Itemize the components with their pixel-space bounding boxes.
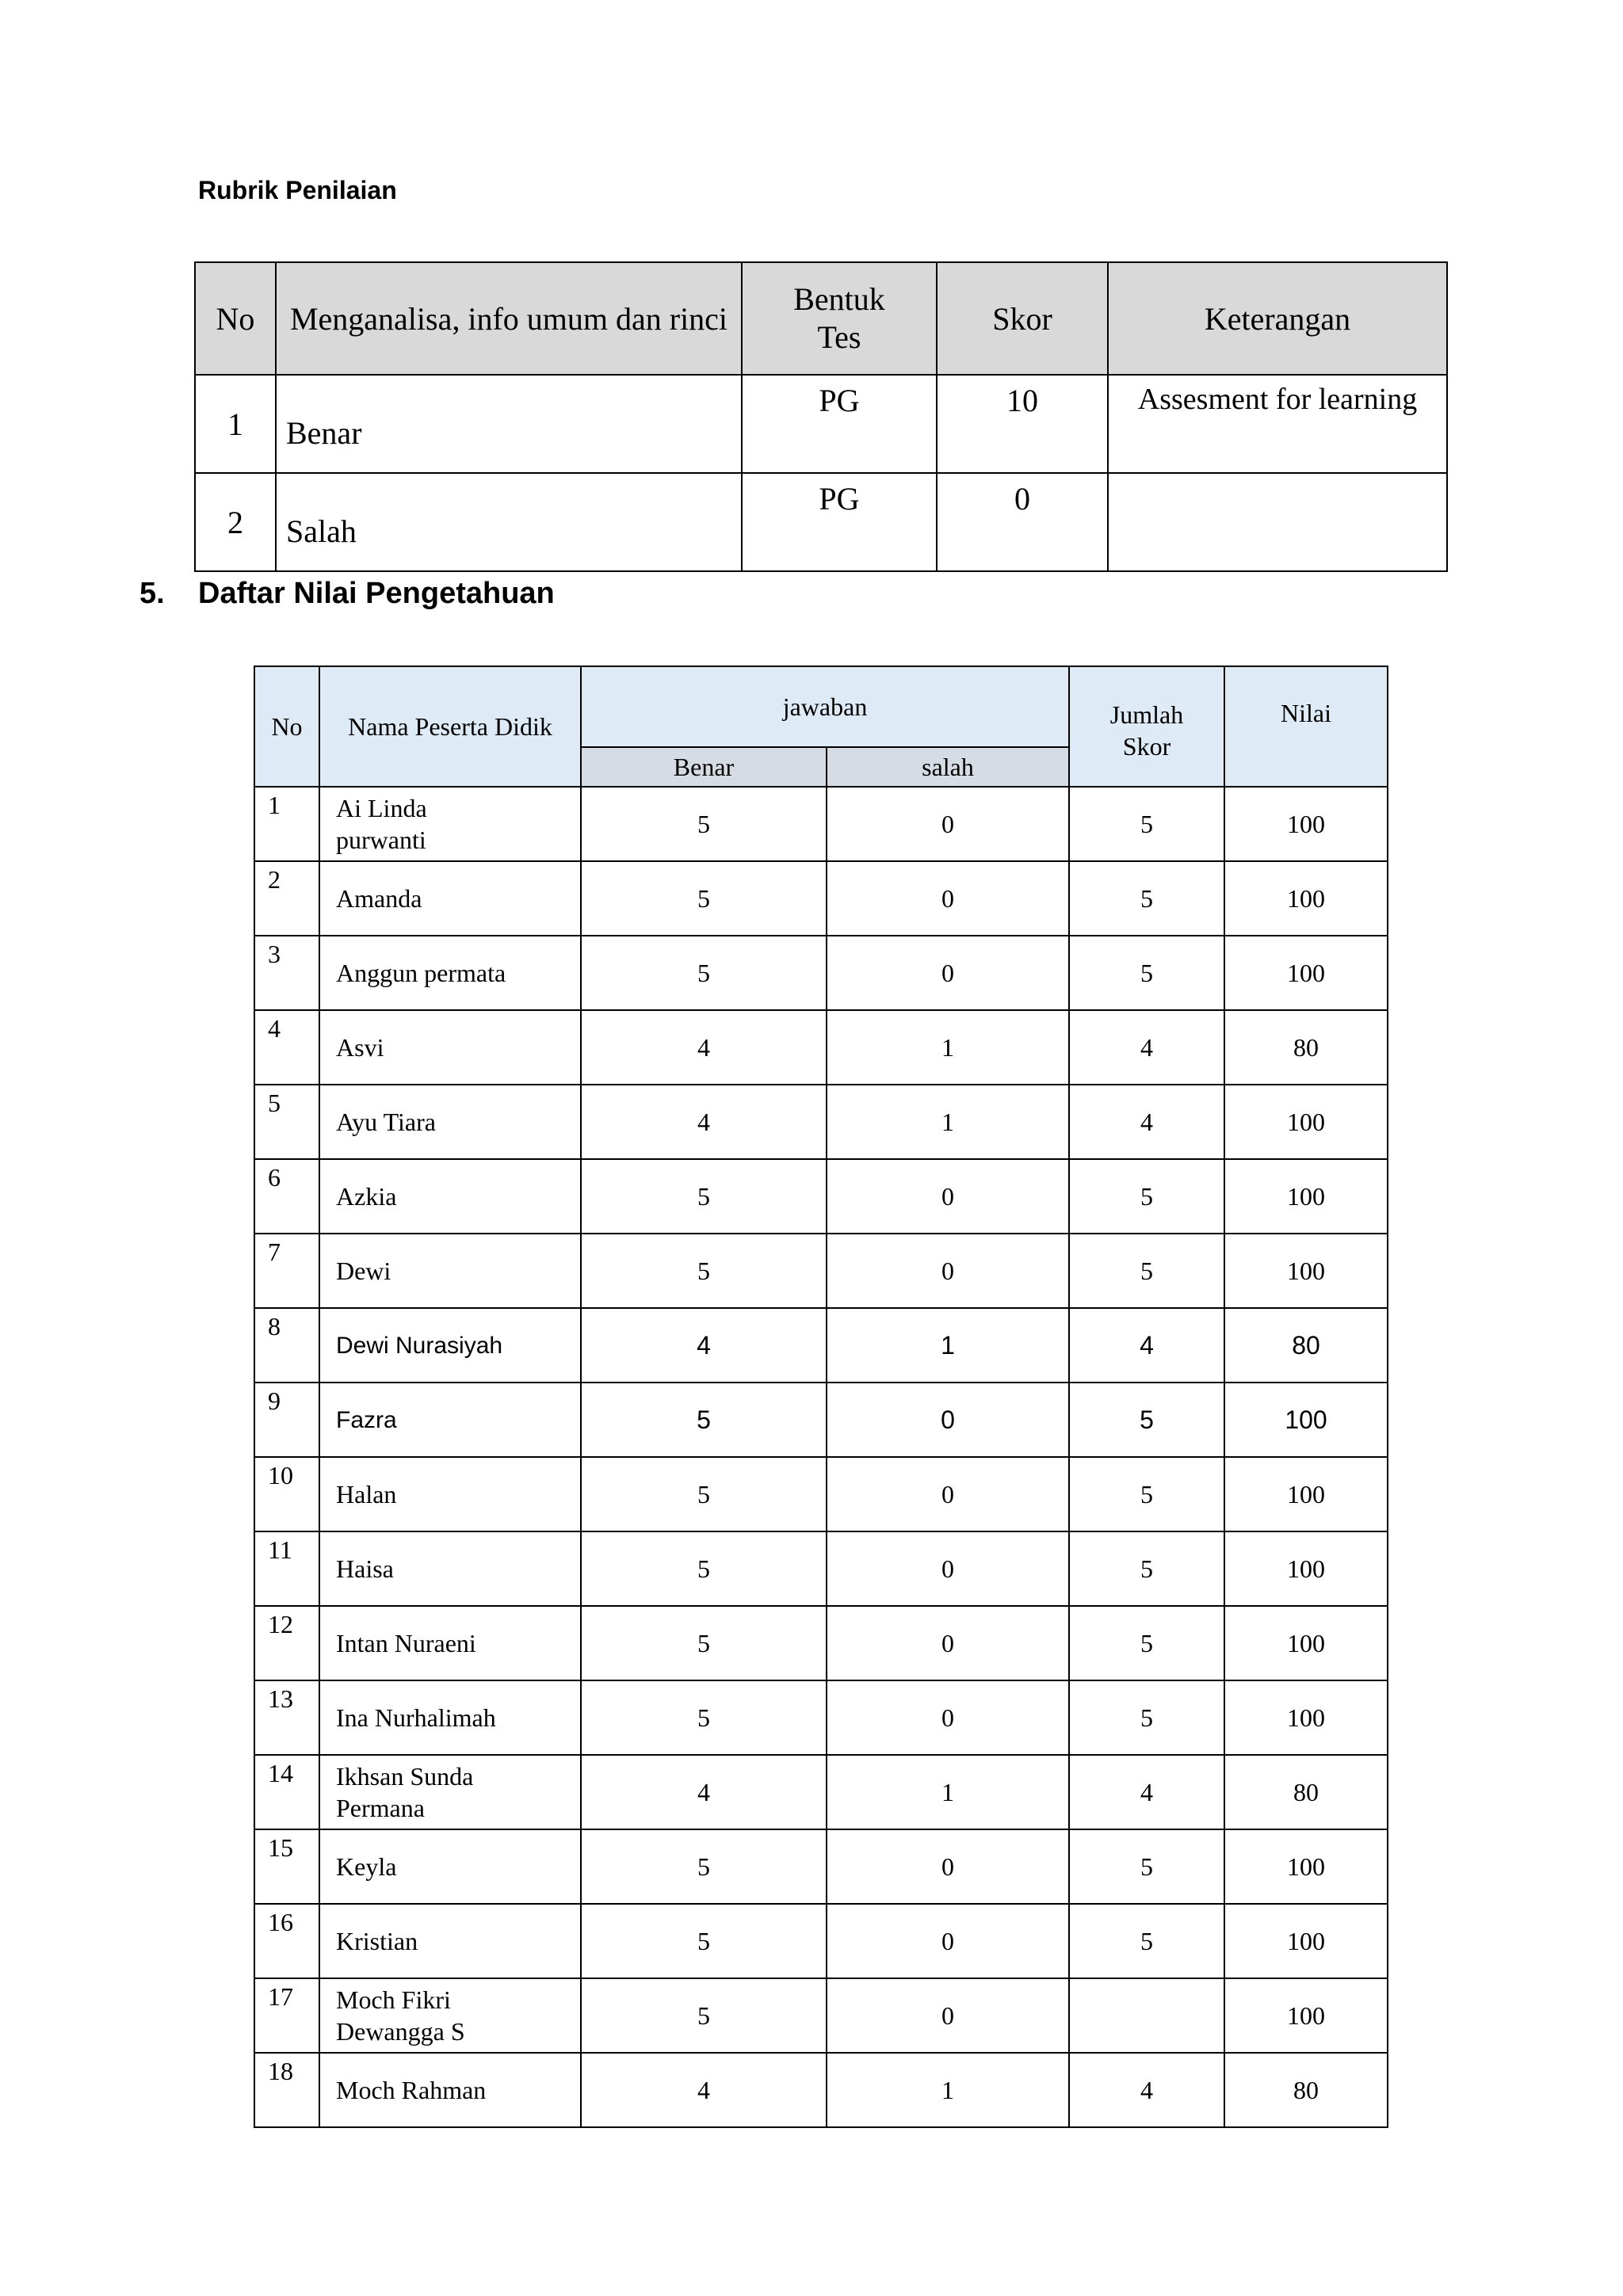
cell-nama bbox=[319, 1755, 581, 1829]
rubrik-heading: Rubrik Penilaian bbox=[198, 176, 397, 204]
cell-nama-text: Amanda bbox=[336, 884, 422, 913]
cell-no: 16 bbox=[254, 1904, 319, 1978]
nilai-header-salah: salah bbox=[827, 747, 1069, 787]
cell-nilai: 80 bbox=[1224, 1308, 1388, 1383]
cell-salah: 1 bbox=[827, 1085, 1069, 1159]
cell-nama bbox=[319, 1978, 581, 2053]
cell-benar: 5 bbox=[581, 861, 827, 936]
cell-salah: 0 bbox=[827, 1829, 1069, 1904]
cell-nama bbox=[319, 1680, 581, 1755]
cell-benar: 5 bbox=[581, 1606, 827, 1680]
cell-salah: 1 bbox=[827, 2053, 1069, 2127]
cell-benar: 5 bbox=[581, 1383, 827, 1457]
cell-jumlah-skor: 5 bbox=[1069, 1606, 1224, 1680]
cell-nilai: 100 bbox=[1224, 1234, 1388, 1308]
cell-nama bbox=[319, 1234, 581, 1308]
rubrik-row bbox=[195, 473, 1447, 571]
cell-no: 3 bbox=[254, 936, 319, 1010]
table-row bbox=[254, 1085, 1388, 1159]
rubrik-row bbox=[195, 375, 1447, 473]
table-row bbox=[254, 1978, 1388, 2053]
cell-benar: 5 bbox=[581, 936, 827, 1010]
cell-benar: 4 bbox=[581, 2053, 827, 2127]
cell-nilai: 100 bbox=[1224, 1978, 1388, 2053]
cell-nilai: 100 bbox=[1224, 1606, 1388, 1680]
cell-jumlah-skor: 5 bbox=[1069, 1680, 1224, 1755]
cell-nama-text: Haisa bbox=[336, 1554, 394, 1583]
cell-nama-text: Dewi Nurasiyah bbox=[336, 1333, 503, 1359]
rubrik-header-row bbox=[195, 262, 1447, 375]
cell-no: 14 bbox=[254, 1755, 319, 1829]
rubrik-header-skor: Skor bbox=[937, 262, 1108, 375]
nilai-header-row bbox=[254, 666, 1388, 747]
cell-nilai: 100 bbox=[1224, 861, 1388, 936]
cell-salah: 0 bbox=[827, 1159, 1069, 1234]
nilai-body bbox=[254, 787, 1388, 2127]
nilai-header-nilai: Nilai bbox=[1224, 666, 1388, 787]
cell-no: 12 bbox=[254, 1606, 319, 1680]
cell-salah: 0 bbox=[827, 1234, 1069, 1308]
cell-no: 13 bbox=[254, 1680, 319, 1755]
cell-jumlah-skor: 5 bbox=[1069, 1829, 1224, 1904]
table-row bbox=[254, 1829, 1388, 1904]
rubrik-cell-no: 2 bbox=[195, 473, 276, 571]
table-row bbox=[254, 1531, 1388, 1606]
cell-nilai: 100 bbox=[1224, 1383, 1388, 1457]
cell-nilai: 100 bbox=[1224, 1680, 1388, 1755]
cell-jumlah-skor: 4 bbox=[1069, 2053, 1224, 2127]
table-row bbox=[254, 936, 1388, 1010]
cell-nama-text: Asvi bbox=[336, 1033, 384, 1062]
cell-nama-text: Ayu Tiara bbox=[336, 1108, 436, 1136]
rubrik-cell-name: Salah bbox=[276, 473, 742, 571]
cell-nama bbox=[319, 1085, 581, 1159]
cell-jumlah-skor: 5 bbox=[1069, 861, 1224, 936]
cell-jumlah-skor: 4 bbox=[1069, 1085, 1224, 1159]
cell-nama bbox=[319, 936, 581, 1010]
cell-salah: 0 bbox=[827, 1383, 1069, 1457]
cell-nama-text: Ai Linda purwanti bbox=[336, 794, 427, 854]
cell-benar: 5 bbox=[581, 1234, 827, 1308]
table-row bbox=[254, 1010, 1388, 1085]
cell-no: 11 bbox=[254, 1531, 319, 1606]
nilai-header-jumlah-skor bbox=[1069, 666, 1224, 787]
table-row bbox=[254, 861, 1388, 936]
table-row bbox=[254, 787, 1388, 861]
cell-nilai: 100 bbox=[1224, 1159, 1388, 1234]
cell-benar: 5 bbox=[581, 1978, 827, 2053]
cell-no: 6 bbox=[254, 1159, 319, 1234]
cell-no: 9 bbox=[254, 1383, 319, 1457]
cell-jumlah-skor: 4 bbox=[1069, 1010, 1224, 1085]
cell-nilai: 100 bbox=[1224, 1085, 1388, 1159]
table-row bbox=[254, 1383, 1388, 1457]
cell-nilai: 100 bbox=[1224, 936, 1388, 1010]
cell-jumlah-skor: 4 bbox=[1069, 1755, 1224, 1829]
cell-jumlah-skor: 5 bbox=[1069, 787, 1224, 861]
section-title: Daftar Nilai Pengetahuan bbox=[198, 577, 555, 610]
table-row bbox=[254, 2053, 1388, 2127]
table-row bbox=[254, 1680, 1388, 1755]
cell-no: 4 bbox=[254, 1010, 319, 1085]
cell-nilai: 100 bbox=[1224, 1531, 1388, 1606]
cell-nama-text: Fazra bbox=[336, 1407, 397, 1433]
cell-nama-text: Keyla bbox=[336, 1852, 397, 1881]
cell-no: 18 bbox=[254, 2053, 319, 2127]
cell-jumlah-skor: 5 bbox=[1069, 1383, 1224, 1457]
cell-jumlah-skor bbox=[1069, 1978, 1224, 2053]
table-row bbox=[254, 1159, 1388, 1234]
cell-nama bbox=[319, 1904, 581, 1978]
cell-benar: 5 bbox=[581, 1904, 827, 1978]
cell-no: 15 bbox=[254, 1829, 319, 1904]
cell-nama bbox=[319, 1159, 581, 1234]
rubrik-table bbox=[194, 261, 1448, 572]
cell-nama-text: Moch Fikri Dewangga S bbox=[336, 1985, 465, 2046]
rubrik-header-menganalisa: Menganalisa, info umum dan rinci bbox=[276, 262, 742, 375]
cell-benar: 5 bbox=[581, 1829, 827, 1904]
cell-nama-text: Halan bbox=[336, 1480, 397, 1508]
cell-jumlah-skor: 5 bbox=[1069, 1531, 1224, 1606]
cell-no: 5 bbox=[254, 1085, 319, 1159]
cell-no: 2 bbox=[254, 861, 319, 936]
table-row bbox=[254, 1308, 1388, 1383]
nilai-header-benar: Benar bbox=[581, 747, 827, 787]
cell-nama bbox=[319, 1010, 581, 1085]
cell-nilai: 100 bbox=[1224, 1829, 1388, 1904]
cell-salah: 1 bbox=[827, 1755, 1069, 1829]
table-row bbox=[254, 1457, 1388, 1531]
cell-salah: 0 bbox=[827, 1531, 1069, 1606]
rubrik-cell-keterangan bbox=[1108, 473, 1447, 571]
cell-no: 10 bbox=[254, 1457, 319, 1531]
cell-nama-text: Ina Nurhalimah bbox=[336, 1703, 496, 1732]
cell-nama bbox=[319, 787, 581, 861]
cell-nama-text: Dewi bbox=[336, 1257, 391, 1285]
cell-no: 7 bbox=[254, 1234, 319, 1308]
cell-no: 1 bbox=[254, 787, 319, 861]
cell-salah: 0 bbox=[827, 861, 1069, 936]
cell-nama-text: Kristian bbox=[336, 1927, 418, 1955]
table-row bbox=[254, 1904, 1388, 1978]
nilai-header-jumlah-skor-label: Jumlah Skor bbox=[1109, 700, 1184, 761]
rubrik-cell-skor: 0 bbox=[937, 473, 1108, 571]
rubrik-cell-skor: 10 bbox=[937, 375, 1108, 473]
cell-no: 17 bbox=[254, 1978, 319, 2053]
cell-nama-text: Ikhsan Sunda Permana bbox=[336, 1762, 474, 1822]
cell-nama bbox=[319, 1383, 581, 1457]
cell-salah: 0 bbox=[827, 936, 1069, 1010]
cell-jumlah-skor: 4 bbox=[1069, 1308, 1224, 1383]
cell-salah: 0 bbox=[827, 1978, 1069, 2053]
cell-benar: 5 bbox=[581, 1531, 827, 1606]
cell-nama-text: Azkia bbox=[336, 1182, 397, 1211]
cell-nama bbox=[319, 2053, 581, 2127]
cell-salah: 0 bbox=[827, 1457, 1069, 1531]
cell-nilai: 100 bbox=[1224, 787, 1388, 861]
cell-no: 8 bbox=[254, 1308, 319, 1383]
cell-nama bbox=[319, 1308, 581, 1383]
cell-benar: 5 bbox=[581, 1159, 827, 1234]
rubrik-cell-name: Benar bbox=[276, 375, 742, 473]
cell-benar: 5 bbox=[581, 787, 827, 861]
cell-benar: 5 bbox=[581, 1680, 827, 1755]
rubrik-cell-bentuk: PG bbox=[742, 473, 937, 571]
cell-salah: 1 bbox=[827, 1308, 1069, 1383]
cell-benar: 4 bbox=[581, 1755, 827, 1829]
cell-salah: 0 bbox=[827, 1606, 1069, 1680]
cell-jumlah-skor: 5 bbox=[1069, 1159, 1224, 1234]
rubrik-cell-keterangan: Assesment for learning bbox=[1108, 375, 1447, 473]
section-number: 5. bbox=[139, 577, 165, 610]
cell-benar: 5 bbox=[581, 1457, 827, 1531]
rubrik-cell-bentuk: PG bbox=[742, 375, 937, 473]
cell-benar: 4 bbox=[581, 1010, 827, 1085]
cell-nilai: 80 bbox=[1224, 1010, 1388, 1085]
cell-nilai: 80 bbox=[1224, 2053, 1388, 2127]
rubrik-header-keterangan: Keterangan bbox=[1108, 262, 1447, 375]
cell-salah: 1 bbox=[827, 1010, 1069, 1085]
cell-jumlah-skor: 5 bbox=[1069, 936, 1224, 1010]
cell-nilai: 100 bbox=[1224, 1457, 1388, 1531]
cell-salah: 0 bbox=[827, 1904, 1069, 1978]
table-row bbox=[254, 1234, 1388, 1308]
cell-nama bbox=[319, 1606, 581, 1680]
cell-nama bbox=[319, 1457, 581, 1531]
nilai-header-no: No bbox=[254, 666, 319, 787]
cell-nama bbox=[319, 1531, 581, 1606]
rubrik-header-no: No bbox=[195, 262, 276, 375]
rubrik-cell-no: 1 bbox=[195, 375, 276, 473]
nilai-table bbox=[254, 666, 1388, 2128]
table-row bbox=[254, 1755, 1388, 1829]
cell-jumlah-skor: 5 bbox=[1069, 1904, 1224, 1978]
cell-benar: 4 bbox=[581, 1308, 827, 1383]
cell-nama-text: Anggun permata bbox=[336, 959, 506, 987]
cell-nama bbox=[319, 1829, 581, 1904]
cell-jumlah-skor: 5 bbox=[1069, 1234, 1224, 1308]
cell-benar: 4 bbox=[581, 1085, 827, 1159]
cell-salah: 0 bbox=[827, 787, 1069, 861]
cell-salah: 0 bbox=[827, 1680, 1069, 1755]
cell-jumlah-skor: 5 bbox=[1069, 1457, 1224, 1531]
cell-nama-text: Moch Rahman bbox=[336, 2076, 487, 2104]
cell-nilai: 100 bbox=[1224, 1904, 1388, 1978]
cell-nama-text: Intan Nuraeni bbox=[336, 1629, 476, 1657]
cell-nama bbox=[319, 861, 581, 936]
nilai-header-nama: Nama Peserta Didik bbox=[319, 666, 581, 787]
table-row bbox=[254, 1606, 1388, 1680]
nilai-header-jawaban: jawaban bbox=[581, 666, 1069, 747]
cell-nilai: 80 bbox=[1224, 1755, 1388, 1829]
rubrik-header-bentuk-tes-label: Bentuk Tes bbox=[793, 281, 885, 355]
rubrik-header-bentuk-tes bbox=[742, 262, 937, 375]
